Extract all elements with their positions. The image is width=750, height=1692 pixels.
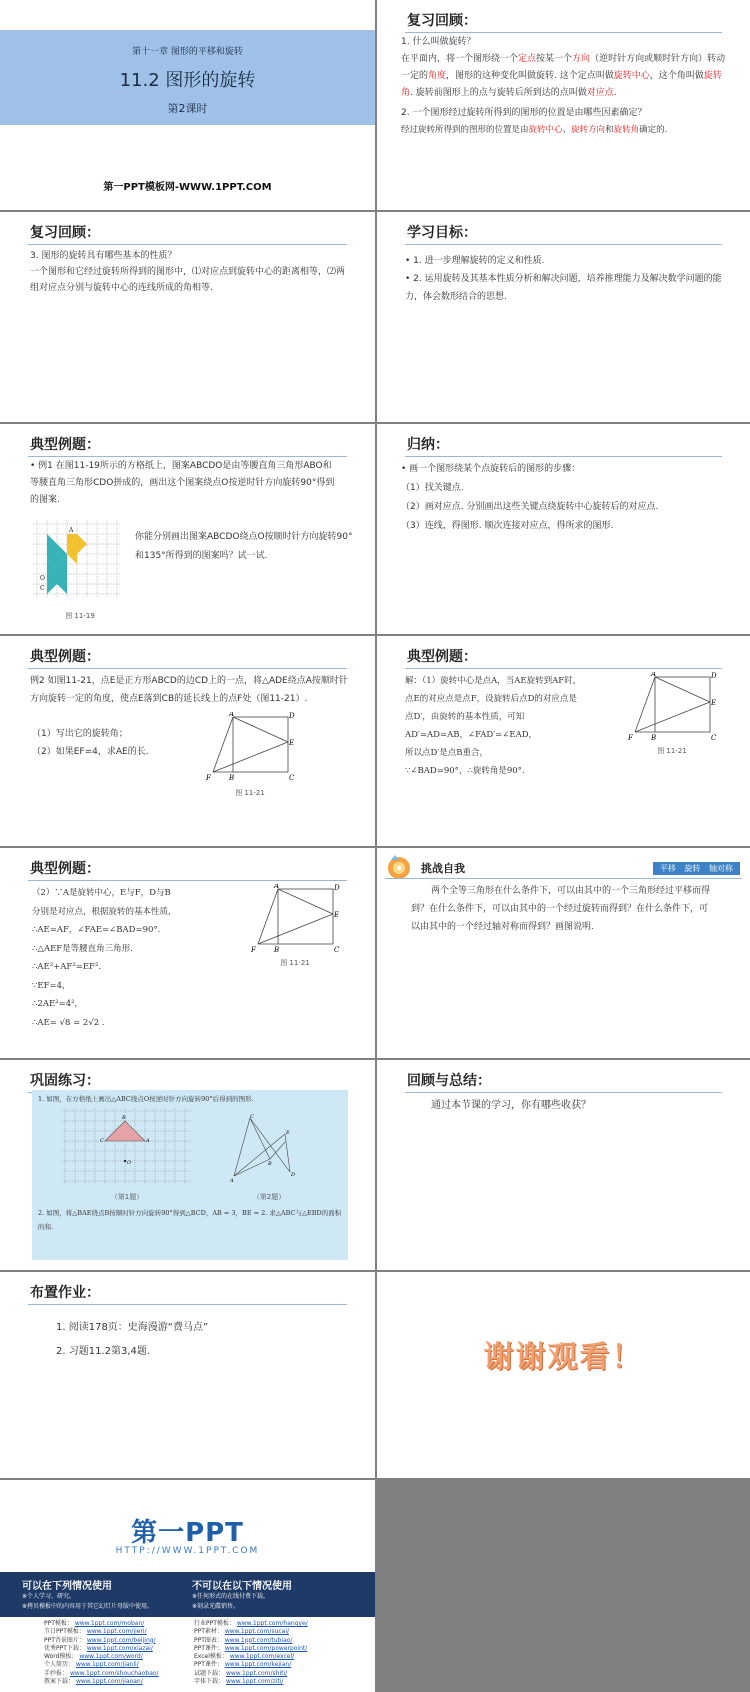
link-row[interactable]: Word模板： www.1ppt.com/word/ [44, 1653, 143, 1661]
heading-rule [405, 244, 722, 245]
link-row[interactable]: 行业PPT模板： www.1ppt.com/hangye/ [194, 1620, 308, 1627]
svg-text:B: B [274, 946, 280, 954]
slide-challenge [377, 848, 750, 1058]
solution-line: 解：（1）旋转中心是点A，当AE旋转到AF时， [405, 676, 582, 686]
cover-subtitle: 第2课时 [167, 102, 208, 115]
step-item: （1）找关键点. [401, 483, 464, 493]
goal-item: • 2. 运用旋转及其基本性质分析和解决问题，培养推理能力及解决数学问题的能力，体会数形结合的思想. [405, 274, 722, 302]
cannot-use-heading: 不可以在以下情况使用 [192, 1581, 292, 1592]
tag-reflection: 轴对称 [709, 864, 733, 873]
heading-rule [405, 1092, 722, 1093]
tag-rotation: 旋转 [684, 864, 701, 873]
step-item: （3）连线，得图形. 顺次连接对应点，得所求的图形. [401, 521, 614, 531]
svg-text:C: C [711, 734, 717, 742]
steps-list [401, 460, 731, 536]
homework-item: 2. 习题11.2第3,4题. [56, 1346, 151, 1357]
link-row[interactable]: 字体下载： www.1ppt.com/ziti/ [194, 1678, 284, 1686]
svg-text:F: F [251, 946, 256, 954]
svg-text:A: A [146, 1138, 150, 1144]
link-row[interactable]: PPT背景图片： www.1ppt.com/beijing/ [44, 1636, 156, 1644]
slide-heading: 典型例题： [407, 649, 477, 665]
solution-line: 点E的对应点是点F，设旋转后点D的对应点是 [405, 694, 577, 704]
figure-11-21 [205, 712, 295, 782]
svg-text:E: E [711, 699, 717, 707]
practice-1-grid [62, 1108, 192, 1183]
svg-text:A: A [651, 672, 657, 678]
example-text: • 例1 在图11-19所示的方格纸上，图案ABCDO是由等腰直角三角形ABO和等腰直角三角形CDO拼成的，画出这个图案绕点O按逆时针方向旋转90°得到的图案. [30, 461, 335, 505]
svg-text:D: D [334, 884, 340, 892]
svg-text:B: B [268, 1161, 272, 1167]
heading-rule [405, 32, 722, 33]
solution-line: ∴AE= √8 = 2√2 . [32, 1017, 105, 1028]
solution-line: 所以点D′是点B重合， [405, 748, 488, 758]
challenge-text: 两个全等三角形在什么条件下，可以由其中的一个三角形经过平移而得到？在什么条件下，可以由其中的一个经过旋转而得到？在什么条件下，可以由其中的一个经过轴对称而得到？画图说明. [411, 886, 711, 932]
answer-3: 一个图形和它经过旋转所得到的图形中，⑴对应点到旋转中心的距离相等，⑵两组对应点分别与旋转中心的连线所成的角相等. [30, 267, 346, 293]
figure-caption: 图 11-19 [65, 612, 95, 620]
solution-line: ∴2AE²=4²， [32, 999, 84, 1009]
svg-text:D: D [289, 712, 295, 720]
slide-review-2 [0, 212, 375, 422]
slide-summary-steps [377, 424, 750, 634]
can-use-1: ※个人学习、研究。 [22, 1593, 76, 1600]
svg-text:B: B [122, 1115, 126, 1121]
can-use-2: ※拷贝模板中的内容用于其它幻灯片母版中使用。 [22, 1603, 154, 1610]
slide-heading: 典型例题： [30, 437, 100, 453]
slide-footer-info [0, 1480, 375, 1692]
heading-rule [385, 878, 742, 879]
links-left [44, 1620, 159, 1686]
link-row[interactable]: 个人简历： www.1ppt.com/jianli/ [44, 1661, 139, 1669]
link-row[interactable]: PPT素材： www.1ppt.com/sucai/ [194, 1628, 290, 1636]
wrap-up-text: 通过本节课的学习，你有哪些收获？ [431, 1100, 591, 1111]
practice-2-caption: （第2题） [252, 1193, 286, 1201]
review-content [30, 248, 350, 296]
slide-heading: 复习回顾： [30, 225, 100, 241]
brand-logo: 第一PPT [131, 1518, 244, 1548]
solution-line: AD′=AD=AB，∠FAD′=∠EAD， [405, 730, 538, 740]
slide-review-1 [377, 0, 750, 210]
example-q2: （2）如果EF=4，求AE的长. [32, 747, 149, 757]
link-row[interactable]: 教案下载： www.1ppt.com/jiaoan/ [44, 1678, 143, 1686]
heading-rule [28, 880, 347, 881]
links-right [194, 1620, 308, 1686]
slide-thanks [377, 1272, 750, 1478]
figure-caption: 图 11-21 [280, 959, 310, 967]
figure-11-21 [250, 884, 340, 954]
slide-goals [377, 212, 750, 422]
practice-2: 2. 如图，将△BAE绕点B按顺时针方向旋转90°得到△BCD，AB = 3，BE = 2. 求△ABC与△EBD的面积的和. [38, 1209, 342, 1231]
example-question: 你能分别画出图案ABCDO绕点O按顺时针方向旋转90°和135°所得到的图案吗？试一试. [135, 532, 353, 561]
svg-text:E: E [286, 1130, 290, 1136]
heading-rule [405, 668, 722, 669]
heading-rule [405, 456, 722, 457]
svg-text:D: D [291, 1172, 296, 1178]
heading-rule [28, 456, 347, 457]
steps-lead: • 画一个图形绕某个点旋转后的图形的步骤： [401, 464, 581, 474]
svg-text:O: O [40, 575, 45, 582]
svg-text:C: C [40, 585, 45, 592]
svg-text:C: C [100, 1138, 104, 1144]
slide-homework [0, 1272, 375, 1478]
chapter-label: 第十一章 图形的平移和旋转 [132, 47, 243, 57]
slide-example-2-part2 [0, 848, 375, 1058]
figure-caption: 图 11-21 [657, 747, 687, 755]
svg-text:A: A [229, 712, 235, 718]
heading-rule [28, 1304, 347, 1305]
goal-item: • 1. 进一步理解旋转的定义和性质. [405, 256, 545, 266]
cover-site: 第一PPT模板网-WWW.1PPT.COM [103, 182, 272, 193]
link-row[interactable]: Excel模板： www.1ppt.com/excel/ [194, 1653, 295, 1661]
svg-text:O: O [127, 1160, 132, 1166]
link-row[interactable]: PPT课件： www.1ppt.com/kejian/ [194, 1661, 292, 1669]
slide-heading: 复习回顾： [407, 13, 477, 29]
tag-translation: 平移 [659, 864, 676, 873]
svg-text:C: C [334, 946, 340, 954]
example-q1: （1）写出它的旋转角； [32, 729, 128, 739]
cannot-use-1: ※任何形式的在线付费下载。 [192, 1593, 270, 1600]
svg-text:A: A [230, 1178, 234, 1184]
cannot-use-2: ※刻录光碟销售。 [192, 1603, 240, 1610]
svg-text:F: F [206, 774, 211, 782]
solution-line: 分别是对应点，根据旋转的基本性质， [32, 906, 177, 917]
link-row[interactable]: PPT图表： www.1ppt.com/tubiao/ [194, 1636, 293, 1644]
svg-text:E: E [289, 739, 295, 747]
practice-1: 1. 如图，在方格纸上画出△ABC绕点O按逆时针方向旋转90°后得到的图形. [38, 1095, 254, 1103]
slide-example-2-solution [377, 636, 750, 846]
thanks-text: 谢谢观看！ [483, 1340, 644, 1375]
link-row[interactable]: PPT模板： www.1ppt.com/moban/ [44, 1620, 145, 1627]
link-row[interactable]: PPT课件： www.1ppt.com/powerpoint/ [194, 1644, 308, 1652]
brand-url: HTTP://WWW.1PPT.COM [115, 1546, 260, 1556]
figure-caption: 图 11-21 [235, 789, 265, 797]
svg-text:C: C [250, 1114, 254, 1120]
link-row[interactable]: 试题下载： www.1ppt.com/shiti/ [194, 1669, 288, 1677]
cover-title: 11.2 图形的旋转 [119, 70, 256, 91]
slide-wrap-up [377, 1060, 750, 1270]
solution-line: ∴△AEF是等腰直角三角形. [32, 943, 133, 954]
heading-rule [28, 244, 347, 245]
homework-item: 1. 阅读178页：史海漫游“费马点” [56, 1322, 209, 1333]
solution-line: 点D′，由旋转的基本性质，可知 [405, 712, 525, 722]
slide-example-1 [0, 424, 375, 634]
usage-band [0, 1572, 375, 1617]
slide-heading: 学习目标： [407, 225, 477, 241]
svg-text:B: B [651, 734, 657, 742]
solution-line: ∴AE=AF，∠FAE=∠BAD=90°. [32, 925, 161, 935]
challenge-tags [653, 862, 740, 875]
solution-text [405, 672, 635, 780]
svg-text:A: A [69, 527, 74, 534]
practice-2-figure [230, 1114, 310, 1184]
slide-heading: 归纳： [407, 437, 449, 453]
svg-text:C: C [289, 774, 295, 782]
svg-text:D: D [711, 672, 717, 680]
figure-11-21 [627, 672, 717, 742]
slide-example-2 [0, 636, 375, 846]
solution-line: （2）∵A是旋转中心，E与F，D与B [32, 888, 171, 898]
slide-heading: 典型例题： [30, 861, 100, 877]
slide-cover [0, 0, 375, 210]
link-row[interactable]: 优秀PPT下载： www.1ppt.com/xiazai/ [44, 1644, 153, 1652]
svg-text:B: B [229, 774, 235, 782]
svg-text:A: A [274, 884, 280, 890]
slide-practice [0, 1060, 375, 1270]
heading-rule [28, 668, 347, 669]
challenge-heading: 挑战自我 [421, 862, 465, 875]
slide-heading: 布置作业： [30, 1285, 100, 1301]
solution-line: ∵EF=4， [32, 980, 71, 991]
solution-text [32, 884, 242, 1032]
slide-heading: 巩固练习： [30, 1073, 100, 1089]
answer-2: 经过旋转所得到的图形的位置是由旋转中心、旋转方向和旋转角确定的. [401, 125, 668, 135]
can-use-heading: 可以在下列情况使用 [22, 1581, 112, 1592]
slide-heading: 回顾与总结： [407, 1073, 491, 1089]
solution-line: ∴AE²+AF²=EF². [32, 962, 102, 972]
review-content [401, 34, 731, 139]
question-3: 3. 图形的旋转具有哪些基本的性质？ [30, 251, 177, 261]
link-row[interactable]: 节日PPT模板： www.1ppt.com/jieri/ [44, 1628, 147, 1636]
solution-line: ∵∠BAD=90°，∴旋转角是90°. [405, 766, 525, 776]
practice-1-caption: （第1题） [110, 1193, 144, 1201]
slide-heading: 典型例题： [30, 649, 100, 665]
homework-list [56, 1316, 208, 1364]
svg-text:F: F [628, 734, 633, 742]
question-1: 1. 什么叫做旋转？ [401, 37, 476, 47]
practice-panel [32, 1090, 348, 1260]
link-row[interactable]: 手抄报： www.1ppt.com/shouchaobao/ [44, 1669, 159, 1677]
example-text: 例2 如图11-21，点E是正方形ABCD的边CD上的一点，将△ADE绕点A按顺时针方向旋转一定的角度，使点E落到CB的延长线上的点F处（图11-21）. [30, 676, 348, 704]
goals-list [405, 252, 725, 306]
step-item: （2）画对应点. 分别画出这些关键点绕旋转中心旋转后的对应点. [401, 502, 659, 512]
figure-11-19 [33, 520, 123, 604]
svg-text:E: E [334, 911, 340, 919]
question-2: 2. 一个图形经过旋转所得到的图形的位置是由哪些因素确定？ [401, 108, 647, 118]
answer-1: 在平面内，将一个图形绕一个定点按某一个方向（逆时针方向或顺时针方向）转动一定的角度，图形的这种变化叫做旋转. 这个定点叫做旋转中心，这个角叫做旋转角. 旋转前图形上的点与旋转后所到达的点叫做对应点. [401, 54, 726, 98]
